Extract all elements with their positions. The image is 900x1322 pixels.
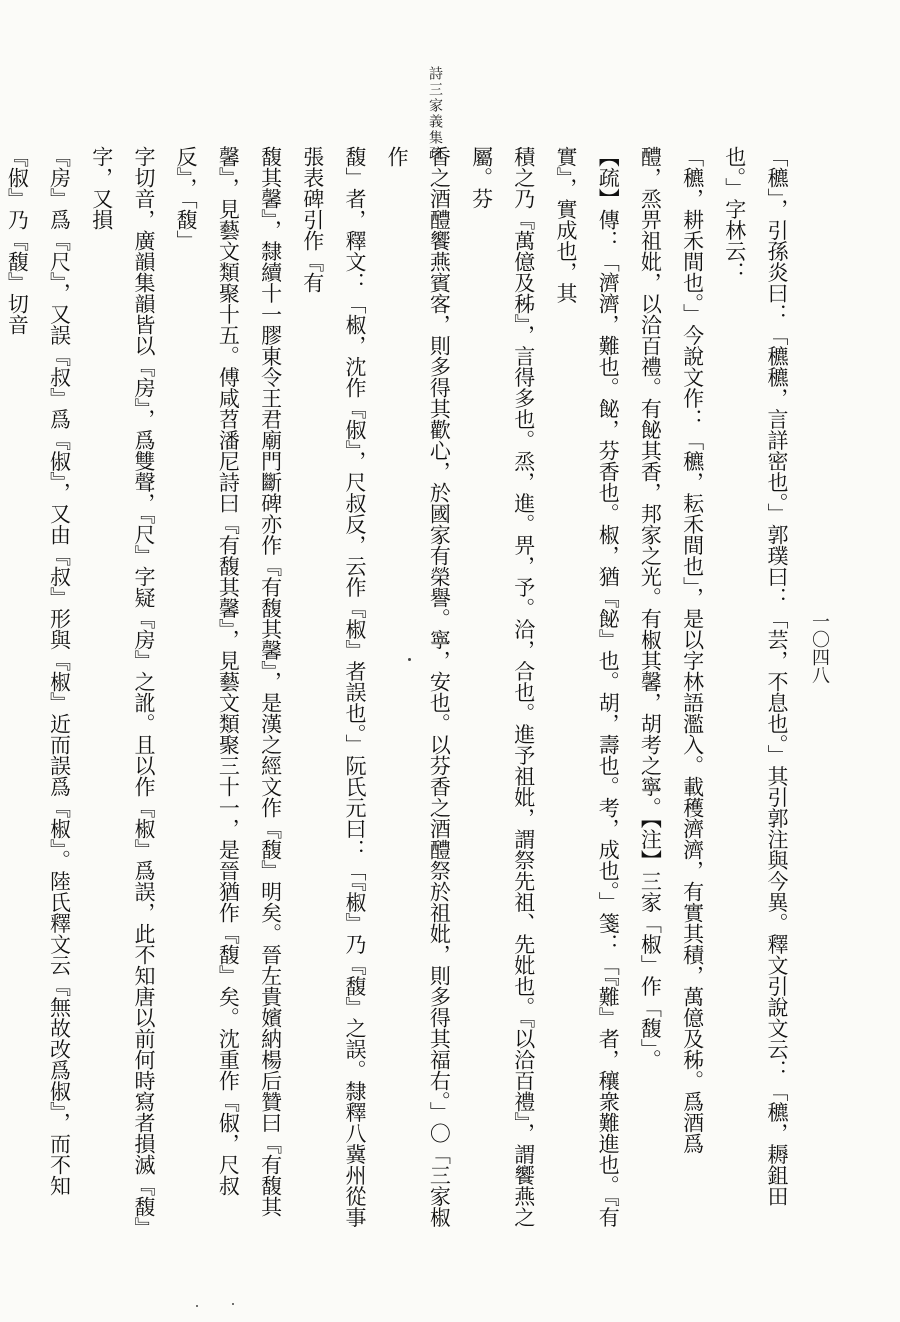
page-number: 一〇四八	[809, 612, 830, 684]
text-column: 「穮，耕禾間也。」今說文作：「穮，耘禾間也」，是以字林語濫入。載穫濟濟，有實其積，萬億及秭。爲酒爲	[680, 146, 705, 1154]
text-column: 字切音，廣韻集韻皆以『房』，爲雙聲，『尺』字疑『房』之訛。且以作『椒』爲誤，此不知唐以前何時寫者損滅『馥』字，又損	[89, 146, 156, 1228]
text-column: 醴，烝畀祖妣，以洽百禮。有飶其香，邦家之光。有椒其馨，胡考之寧。【注】三家「椒」作「馥」。	[638, 146, 663, 1070]
text-column: 積之乃『萬億及秭』，言得多也。烝，進。畀，予。洽，合也。進予祖妣，謂祭先祖、先妣也。『以洽百禮』，謂饗燕之屬。芬	[469, 146, 536, 1228]
text-column: 馥」者，釋文：「椒，沈作『俶』，尺叔反，云作『椒』者誤也。」阮氏元曰：「『椒』乃『馥』之誤。隸釋八冀州從事張表碑引作『有	[300, 146, 367, 1228]
scan-speck	[408, 658, 411, 661]
running-header: 詩三家義集疏	[427, 66, 443, 162]
text-column: 『房』爲『尺』，又誤『叔』爲『俶』，又由『叔』形與『椒』近而誤爲『椒』。陸氏釋文云『無故改爲俶』，而不知『俶』乃『馥』切音	[5, 146, 72, 1196]
text-column: 【疏】傳：「濟濟，難也。飶，芬香也。椒，猶『飶』也。胡，壽也。考，成也。」箋：「『難』者，穰衆難進也。『有實』，實成也，其	[553, 146, 621, 1228]
text-column: 香之酒醴饗燕賓客，則多得其歡心，於國家有榮譽。寧，安也。以芬香之酒醴祭於祖妣，則多得其福右。」〇「三家椒作	[385, 146, 452, 1228]
main-text	[5, 146, 798, 1231]
scan-speck	[232, 1303, 234, 1305]
text-column: 「穮」，引孫炎曰：「穮穮，言詳密也。」郭璞曰：「芸，不息也。」其引郭注與今異。釋文引說文云：「穮，耨鉏田也。」字林云：	[722, 146, 789, 1207]
scan-speck	[196, 1305, 198, 1307]
text-column: 馨』，見藝文類聚十五。傅咸苕潘尼詩曰『有馥其馨』，見藝文類聚三十一，是晉猶作『馥』矣。沈重作『俶，尺叔反』，「馥」	[174, 146, 241, 1196]
text-column: 馥其馨』，隸續十一膠東令王君廟門斷碑亦作『有馥其馨』，是漢之經文作『馥』明矣。晉左貴嬪納楊后贊曰『有馥其	[258, 146, 283, 1217]
